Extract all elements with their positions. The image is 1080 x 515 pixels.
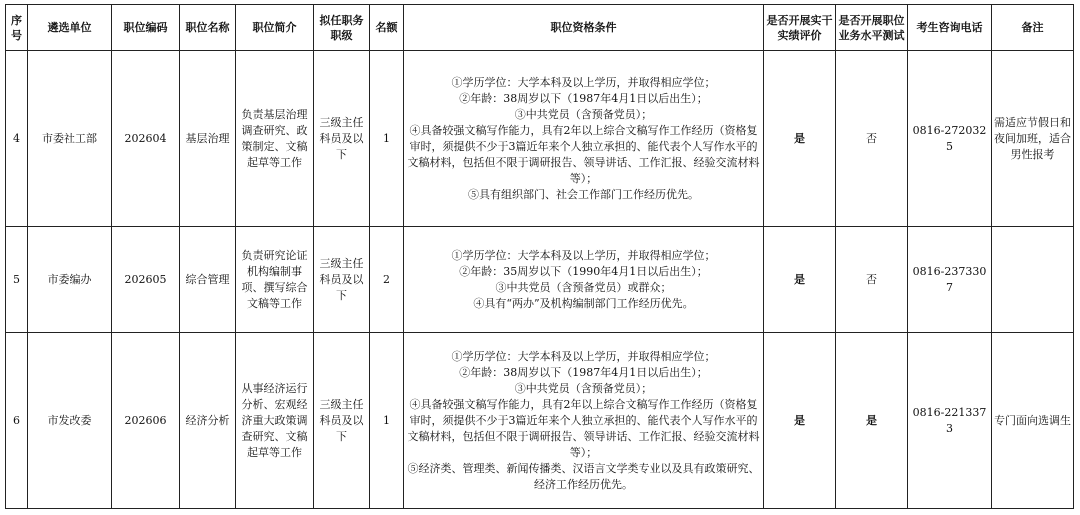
header-unit: 遴选单位 <box>28 5 112 51</box>
cell-note: 专门面向选调生 <box>992 333 1074 509</box>
cell-note <box>992 227 1074 333</box>
cell-skill-test: 否 <box>836 227 908 333</box>
header-row <box>6 5 1074 51</box>
cell-quota: 2 <box>370 227 404 333</box>
header-no: 序号 <box>6 5 28 51</box>
cell-performance-eval: 是 <box>764 333 836 509</box>
condition-item: ③中共党员（含预备党员）； <box>514 107 653 121</box>
cell-skill-test: 否 <box>836 51 908 227</box>
recruitment-table <box>5 4 1074 509</box>
header-phone: 考生咨询电话 <box>908 5 992 51</box>
cell-rank: 三级主任科员及以下 <box>314 51 370 227</box>
cell-phone: 0816-2720325 <box>908 51 992 227</box>
cell-phone: 0816-2213373 <box>908 333 992 509</box>
header-note: 备注 <box>992 5 1074 51</box>
condition-item: ①学历学位：大学本科及以上学历，并取得相应学位； <box>451 248 716 262</box>
cell-intro: 负责基层治理调查研究、政策制定、文稿起草等工作 <box>236 51 314 227</box>
cell-quota: 1 <box>370 51 404 227</box>
condition-item: ④具备较强文稿写作能力，具有2年以上综合文稿写作工作经历（资格复审时，须提供不少于3篇近年来个人独立承担的、能代表个人写作水平的文稿材料，包括但不限于调研报告、领导讲话、工作汇报、经验交流材料等）； <box>407 397 760 459</box>
cell-phone: 0816-2373307 <box>908 227 992 333</box>
cell-no: 4 <box>6 51 28 227</box>
cell-rank: 三级主任科员及以下 <box>314 333 370 509</box>
header-intro: 职位简介 <box>236 5 314 51</box>
condition-item: ②年龄：38周岁以下（1987年4月1日以后出生）； <box>459 365 708 379</box>
header-position: 职位名称 <box>180 5 236 51</box>
cell-performance-eval: 是 <box>764 227 836 333</box>
header-performance-eval: 是否开展实干实绩评价 <box>764 5 836 51</box>
header-rank: 拟任职务职级 <box>314 5 370 51</box>
table-row <box>6 333 1074 509</box>
condition-item: ④具有“两办”及机构编制部门工作经历优先。 <box>473 296 694 310</box>
condition-item: ⑤经济类、管理类、新闻传播类、汉语言文学类专业以及具有政策研究、经济工作经历优先。 <box>407 461 760 491</box>
table-row <box>6 227 1074 333</box>
cell-unit: 市委编办 <box>28 227 112 333</box>
cell-position: 基层治理 <box>180 51 236 227</box>
header-quota: 名额 <box>370 5 404 51</box>
cell-code: 202606 <box>112 333 180 509</box>
cell-position: 综合管理 <box>180 227 236 333</box>
condition-item: ①学历学位：大学本科及以上学历，并取得相应学位； <box>451 75 716 89</box>
condition-item: ①学历学位：大学本科及以上学历，并取得相应学位； <box>451 349 716 363</box>
cell-conditions <box>404 227 764 333</box>
cell-quota: 1 <box>370 333 404 509</box>
cell-conditions <box>404 333 764 509</box>
condition-item: ②年龄：38周岁以下（1987年4月1日以后出生）； <box>459 91 708 105</box>
cell-note: 需适应节假日和夜间加班，适合男性报考 <box>992 51 1074 227</box>
condition-item: ③中共党员（含预备党员）； <box>514 381 653 395</box>
cell-intro: 负责研究论证机构编制事项、撰写综合文稿等工作 <box>236 227 314 333</box>
cell-conditions <box>404 51 764 227</box>
condition-item: ④具备较强文稿写作能力，具有2年以上综合文稿写作工作经历（资格复审时，须提供不少于3篇近年来个人独立承担的、能代表个人写作水平的文稿材料，包括但不限于调研报告、领导讲话、工作汇报、经验交流材料等）； <box>407 123 760 185</box>
cell-performance-eval: 是 <box>764 51 836 227</box>
header-skill-test: 是否开展职位业务水平测试 <box>836 5 908 51</box>
cell-code: 202605 <box>112 227 180 333</box>
cell-unit: 市委社工部 <box>28 51 112 227</box>
header-conditions: 职位资格条件 <box>404 5 764 51</box>
cell-position: 经济分析 <box>180 333 236 509</box>
cell-skill-test: 是 <box>836 333 908 509</box>
condition-item: ③中共党员（含预备党员）或群众； <box>495 280 672 294</box>
condition-item: ②年龄：35周岁以下（1990年4月1日以后出生）； <box>459 264 708 278</box>
cell-no: 5 <box>6 227 28 333</box>
cell-intro: 从事经济运行分析、宏观经济重大政策调查研究、文稿起草等工作 <box>236 333 314 509</box>
cell-rank: 三级主任科员及以下 <box>314 227 370 333</box>
condition-item: ⑤具有组织部门、社会工作部门工作经历优先。 <box>468 187 699 201</box>
cell-code: 202604 <box>112 51 180 227</box>
cell-unit: 市发改委 <box>28 333 112 509</box>
header-code: 职位编码 <box>112 5 180 51</box>
cell-no: 6 <box>6 333 28 509</box>
table-row <box>6 51 1074 227</box>
